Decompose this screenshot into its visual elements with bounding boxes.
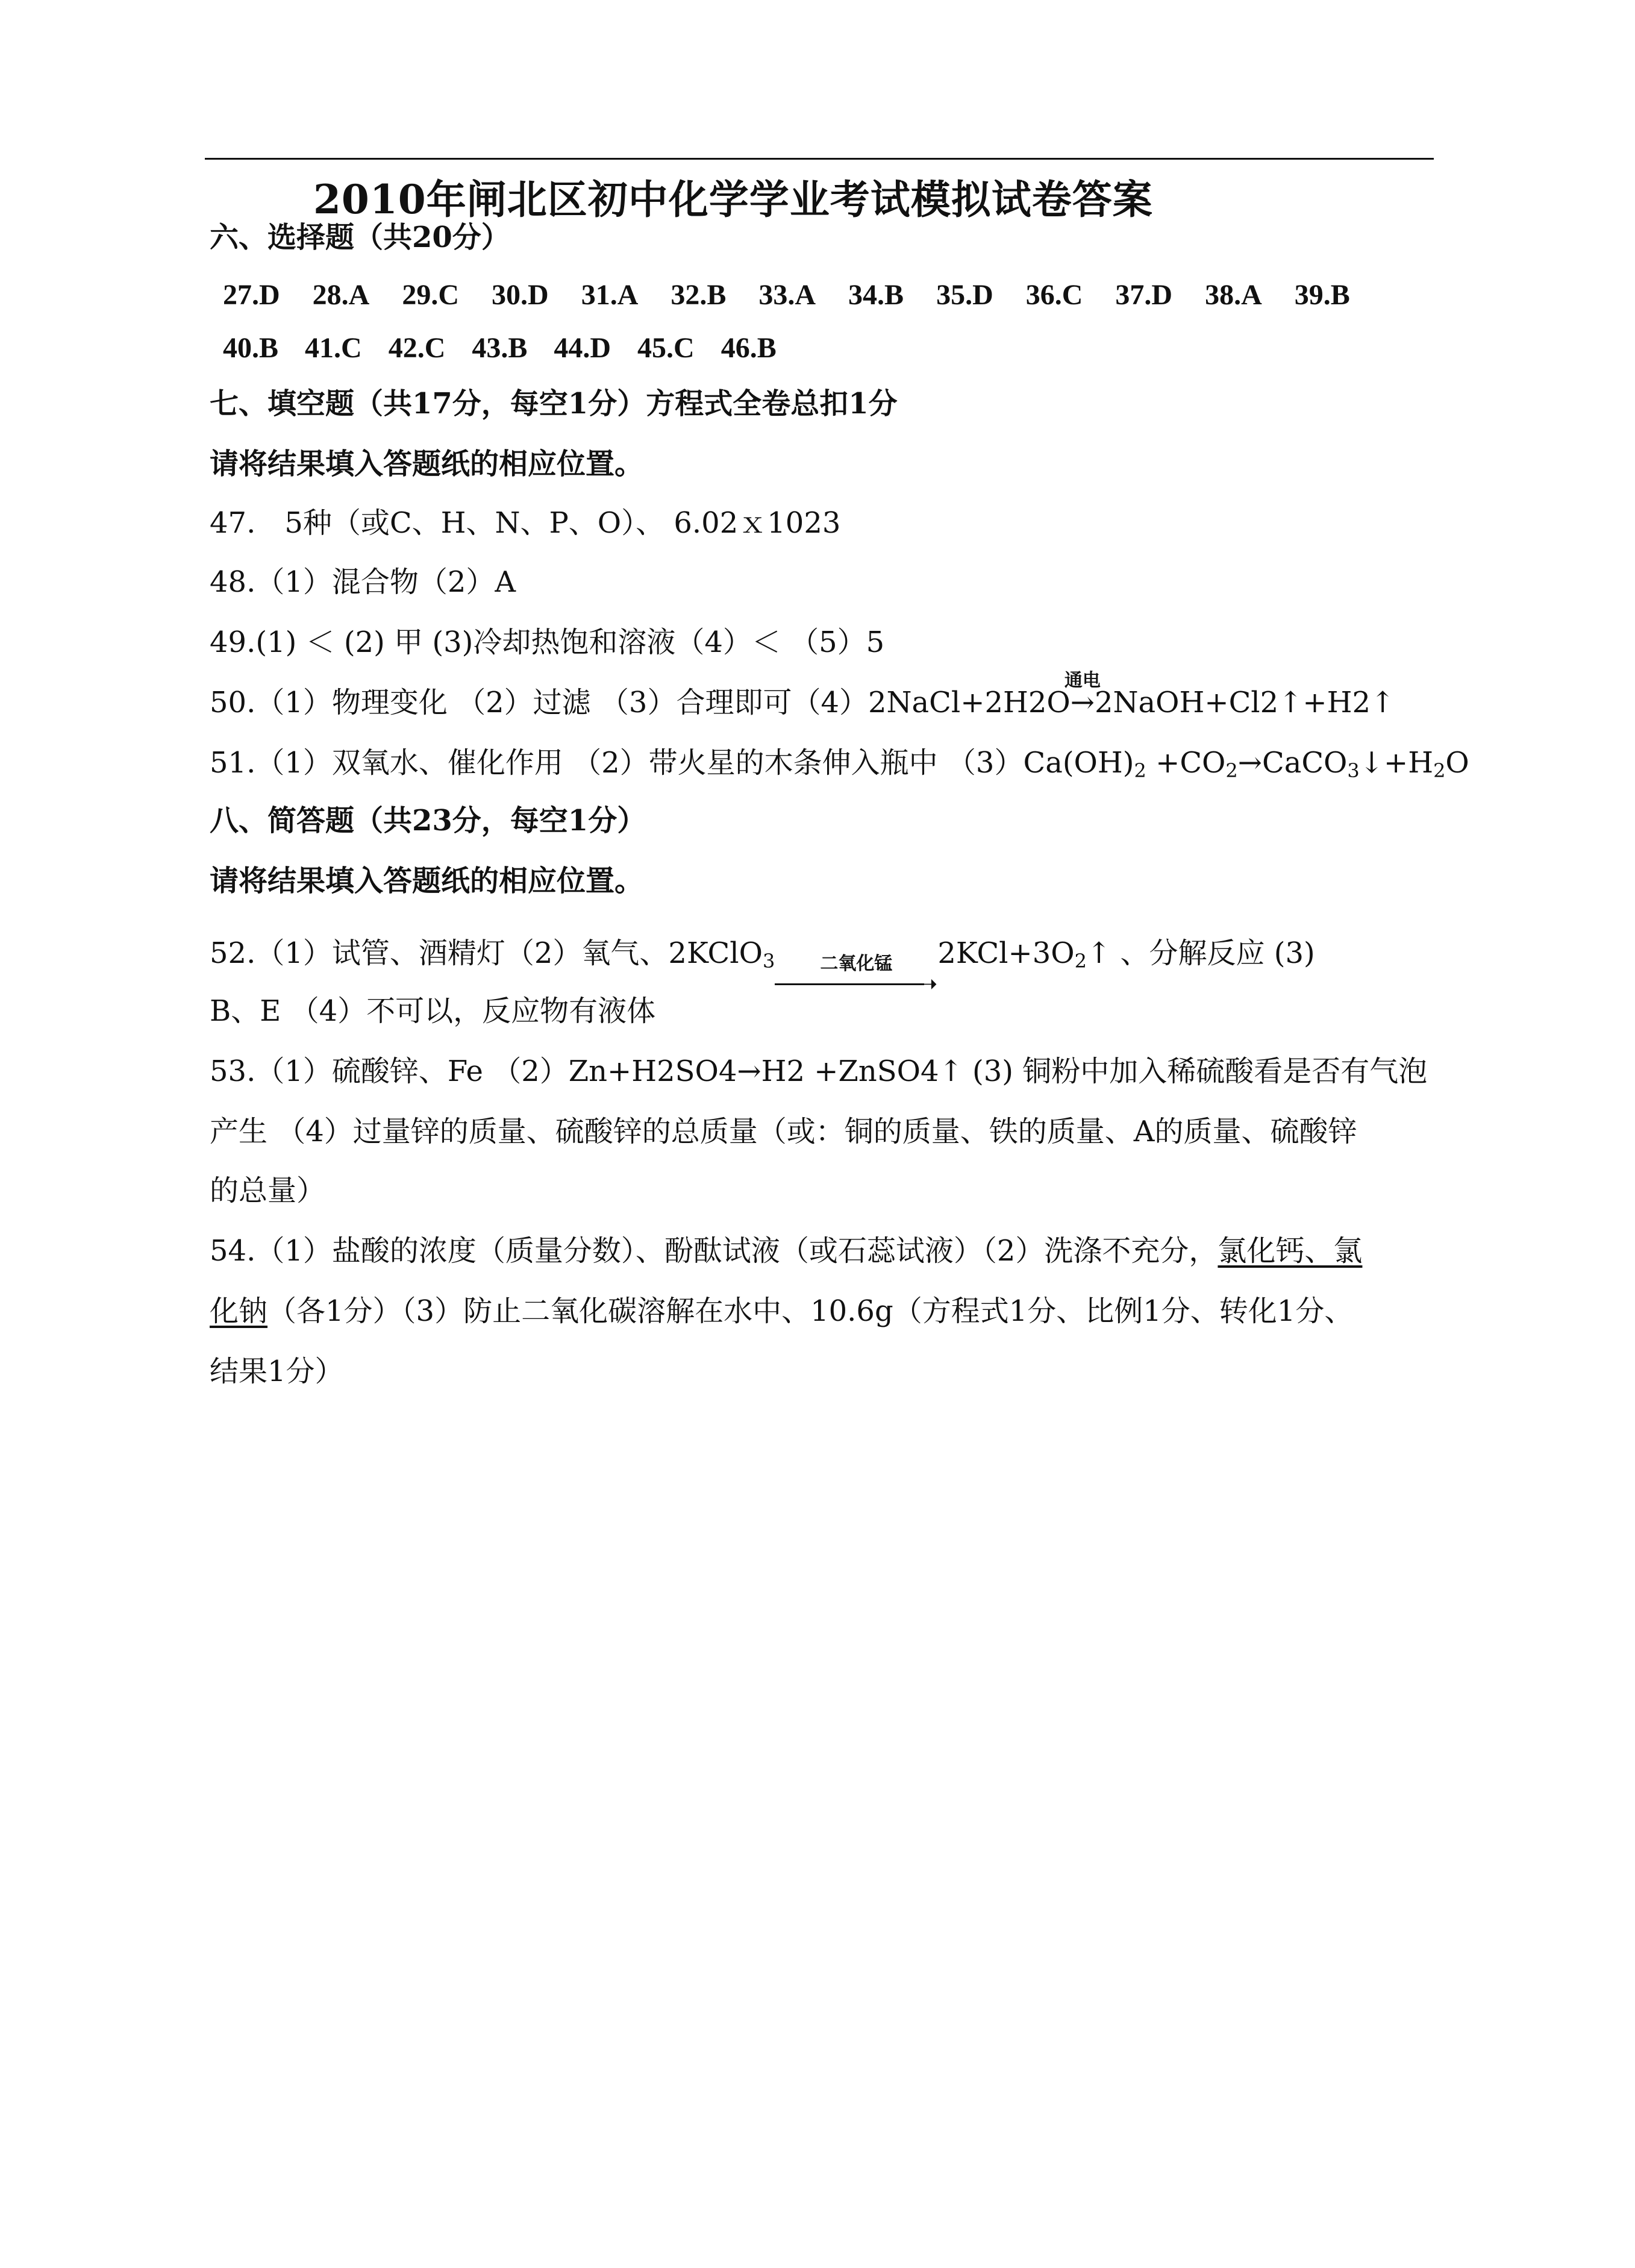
answer-49: 49.(1) ＜ (2) 甲 (3)冷却热饱和溶液（4）＜ （5）5 <box>210 625 885 659</box>
choice-answer: 43.B <box>472 332 528 364</box>
answer-47: 47. 5种（或C、H、N、P、O）、 6.02ｘ1023 <box>210 506 841 540</box>
reaction-condition: 二氧化锰 <box>820 953 893 974</box>
choice-answer: 31.A <box>581 279 639 311</box>
choice-answer: 46.B <box>721 332 777 364</box>
choice-answer: 39.B <box>1294 279 1350 311</box>
underlined-answer: 氯化钙、氯 <box>1218 1234 1363 1268</box>
formula-part: ↓+H <box>1359 746 1434 780</box>
header-rule <box>205 158 1434 160</box>
subscript: 2 <box>1225 759 1238 782</box>
page-title: 2010年闸北区初中化学学业考试模拟试卷答案 <box>313 176 1153 223</box>
choice-answer: 32.B <box>671 279 727 311</box>
subscript: 3 <box>762 950 775 973</box>
subscript: 3 <box>1347 759 1360 782</box>
formula-part: 2KCl+3O <box>937 936 1075 970</box>
choice-answer: 27.D <box>223 279 280 311</box>
reaction-condition: 通电 <box>1064 670 1101 691</box>
choice-answer: 42.C <box>388 332 446 364</box>
formula-part: +CO <box>1146 746 1226 780</box>
section8-heading: 八、简答题（共23分，每空1分） <box>210 804 646 838</box>
answer-52 <box>210 934 1315 998</box>
answer-54-line-2 <box>210 1292 1353 1330</box>
answer-53-line-1: 53.（1）硫酸锌、Fe （2）Zn+H2SO4→H2 +ZnSO4↑ (3) 铜粉中加入稀硫酸看是否有气泡 <box>210 1054 1428 1088</box>
underlined-answer: 化钠 <box>210 1294 268 1328</box>
section7-heading: 七、填空题（共17分，每空1分）方程式全卷总扣1分 <box>210 387 898 421</box>
choice-answer: 30.D <box>492 279 549 311</box>
answer-54-line-1 <box>210 1232 1362 1270</box>
choice-answer: 38.A <box>1205 279 1262 311</box>
answer-51 <box>210 744 1469 790</box>
subscript: 2 <box>1134 759 1146 782</box>
arrow-shaft <box>775 983 924 985</box>
choice-answers-row-2 <box>223 331 777 365</box>
subscript: 2 <box>1074 950 1087 973</box>
section8-note: 请将结果填入答题纸的相应位置。 <box>210 864 644 898</box>
answer-52-tail: ↑ 、分解反应 (3) <box>1086 936 1315 970</box>
answer-48: 48.（1）混合物（2）A <box>210 565 516 599</box>
electrolysis-arrow <box>1064 670 1101 722</box>
formula-part: →CaCO <box>1237 746 1348 780</box>
answer-53-line-3: 的总量） <box>210 1174 326 1208</box>
formula-part: O <box>1445 746 1469 780</box>
section7-note: 请将结果填入答题纸的相应位置。 <box>210 447 644 481</box>
choice-answer: 29.C <box>402 279 460 311</box>
choice-answer: 45.C <box>637 332 695 364</box>
choice-answer: 40.B <box>223 332 279 364</box>
choice-answer: 41.C <box>305 332 362 364</box>
answer-52-continued: B、E （4）不可以，反应物有液体 <box>210 994 656 1028</box>
answer-54-text: （各1分）（3）防止二氧化碳溶解在水中、10.6g（方程式1分、比例1分、转化1分、 <box>267 1294 1354 1328</box>
answer-50-text: 50.（1）物理变化 （2）过滤 （3）合理即可（4）2NaCl+2H2O <box>210 686 1071 719</box>
choice-answer: 34.B <box>848 279 904 311</box>
arrow-head-icon: ➝ <box>917 970 938 998</box>
choice-answer: 44.D <box>554 332 611 364</box>
answer-54-line-3: 结果1分） <box>210 1355 344 1388</box>
answer-53-line-2: 产生 （4）过量锌的质量、硫酸锌的总质量（或：铜的质量、铁的质量、A的质量、硫酸锌 <box>210 1115 1357 1148</box>
choice-answer: 36.C <box>1025 279 1083 311</box>
section6-heading: 六、选择题（共20分） <box>210 221 510 254</box>
answer-50 <box>210 670 1395 722</box>
subscript: 2 <box>1433 759 1446 782</box>
answer-51-text: 51.（1）双氧水、催化作用 （2）带火星的木条伸入瓶中 （3）Ca(OH) <box>210 746 1134 780</box>
answer-52-text: 52.（1）试管、酒精灯（2）氧气、2KClO <box>210 936 763 970</box>
choice-answer: 35.D <box>936 279 993 311</box>
answer-50-products: 2NaOH+Cl2↑+H2↑ <box>1094 686 1395 719</box>
choice-answer: 33.A <box>758 279 816 311</box>
answer-54-text: 54.（1）盐酸的浓度（质量分数）、酚酞试液（或石蕊试液）（2）洗涤不充分， <box>210 1234 1218 1268</box>
choice-answer: 37.D <box>1115 279 1173 311</box>
reaction-arrow: → <box>1070 686 1095 719</box>
choice-answers-row-1 <box>223 278 1350 312</box>
choice-answer: 28.A <box>312 279 370 311</box>
